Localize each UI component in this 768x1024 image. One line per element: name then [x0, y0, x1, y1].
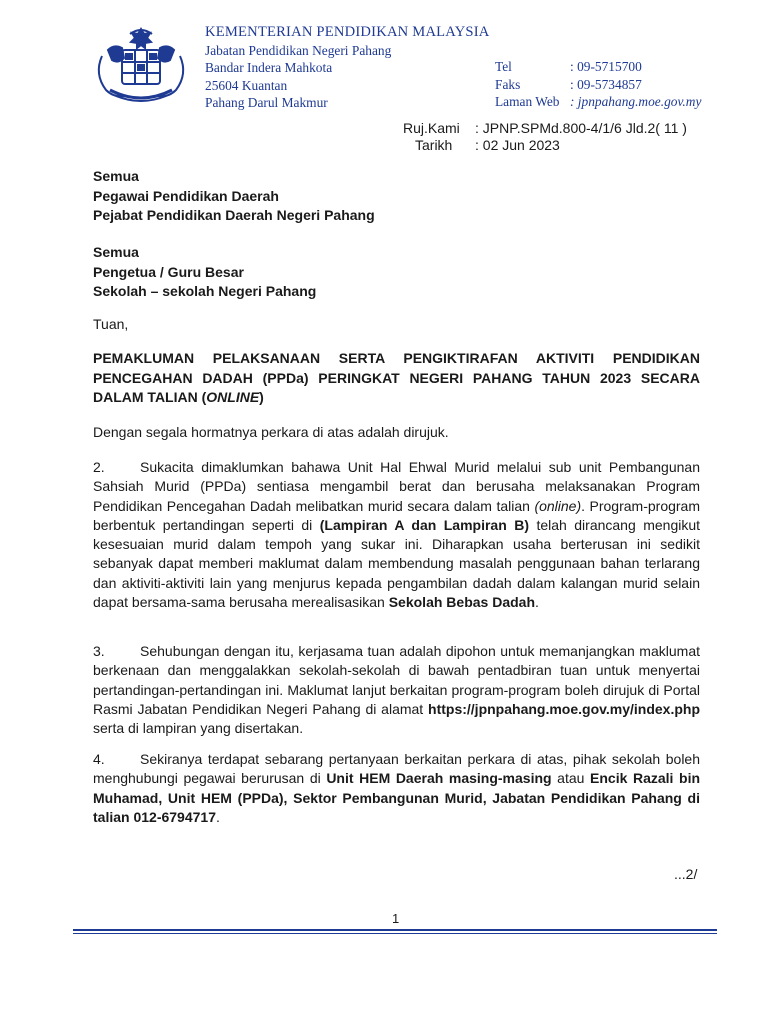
- p2-bold-2: Sekolah Bebas Dadah: [388, 594, 535, 611]
- address-line-3: Pahang Darul Makmur: [205, 95, 328, 111]
- salutation: Tuan,: [93, 316, 129, 332]
- subject-italic: ONLINE: [206, 389, 260, 405]
- date-label: Tarikh: [415, 137, 453, 153]
- page-number: 1: [392, 911, 400, 926]
- web-label: Laman Web: [495, 94, 560, 110]
- recipient-1-line-2: Pegawai Pendidikan Daerah: [93, 187, 279, 204]
- p2-italic: (online): [534, 497, 582, 514]
- fax-value: : 09-5734857: [570, 76, 642, 92]
- recipient-2-line-2: Pengetua / Guru Besar: [93, 263, 244, 280]
- p2-text-1: Sukacita dimaklumkan bahawa Unit Hal Ehwal Murid melalui sub unit Pembangunan Sahsiah Murid (PPDa) sentiasa mengambil berat dan berusaha melaksanakan Program Pendidikan Pencegahan Dadah melibatkan murid secara dalam talian: [93, 459, 700, 514]
- p2-text-4: .: [535, 594, 539, 611]
- recipient-2-line-3: Sekolah – sekolah Negeri Pahang: [93, 283, 317, 299]
- p3-text-2: serta di lampiran yang disertakan.: [93, 720, 304, 737]
- p3-link: https://jpnpahang.moe.gov.my/index.php: [428, 700, 700, 717]
- reference-block: [403, 120, 687, 154]
- footer-line: [73, 929, 717, 931]
- opening-line: Dengan segala hormatnya perkara di atas adalah dirujuk.: [93, 424, 449, 440]
- date-value: : 02 Jun 2023: [475, 137, 560, 153]
- contact-info: [495, 58, 701, 111]
- p4-text-2: atau: [551, 770, 591, 787]
- paragraph-4-number: 4.: [93, 751, 105, 767]
- page-continuation: ...2/: [674, 866, 698, 882]
- p4-text-1: Sekiranya terdapat sebarang pertanyaan berkaitan perkara di atas, pihak sekolah boleh menghubungi pegawai berurusan di: [93, 751, 700, 787]
- p2-text-2: . Program-program berbentuk pertandingan seperti di: [93, 497, 700, 533]
- address-line-2: 25604 Kuantan: [205, 77, 288, 93]
- fax-label: Faks: [495, 76, 521, 92]
- paragraph-3-number: 3.: [93, 643, 105, 659]
- p4-bold-2: Encik Razali bin Muhamad, Unit HEM (PPDa), Sektor Pembangunan Murid, Jabatan Pendidikan Pahang di talian 012-6794717: [93, 770, 701, 825]
- ref-value: : JPNP.SPMd.800-4/1/6 Jld.2( 11 ): [475, 120, 687, 136]
- recipient-block-1: [93, 167, 375, 226]
- subject-text: PEMAKLUMAN PELAKSANAAN SERTA PENGIKTIRAFAN AKTIVITI PENDIDIKAN PENCEGAHAN DADAH (PPDa) PERINGKAT NEGERI PAHANG TAHUN 2023 SECARA DALAM TALIAN (: [93, 350, 700, 405]
- letterhead: [205, 24, 490, 112]
- paragraph-3: [93, 642, 700, 738]
- recipient-block-2: [93, 243, 316, 302]
- ministry-name: KEMENTERIAN PENDIDIKAN MALAYSIA: [205, 24, 490, 40]
- department-name: Jabatan Pendidikan Negeri Pahang: [205, 42, 392, 58]
- paragraph-2: [93, 458, 700, 612]
- web-value: : jpnpahang.moe.gov.my: [570, 94, 702, 110]
- subject-close: ): [259, 389, 264, 405]
- address-line-1: Bandar Indera Mahkota: [205, 60, 333, 76]
- recipient-1-line-1: Semua: [93, 168, 139, 184]
- coat-of-arms-icon: [90, 26, 192, 106]
- p4-text-3: .: [215, 808, 220, 825]
- paragraph-2-number: 2.: [93, 459, 105, 475]
- recipient-1-line-3: Pejabat Pendidikan Daerah Negeri Pahang: [93, 207, 375, 223]
- ref-label: Ruj.Kami: [403, 120, 460, 136]
- footer-line-thin: [73, 933, 717, 934]
- recipient-2-line-1: Semua: [93, 244, 139, 260]
- paragraph-4: [93, 750, 700, 827]
- letter-subject: [93, 349, 700, 408]
- p2-bold-1: (Lampiran A dan Lampiran B): [319, 516, 529, 533]
- p3-text-1: Sehubungan dengan itu, kerjasama tuan adalah dipohon untuk memanjangkan maklumat berkenaan dan menggalakkan sekolah-sekolah di bawah pentadbiran tuan untuk menyertai pertandingan-pertandingan ini. Maklumat lanjut berkaitan program-program boleh dirujuk di Portal Rasmi Jabatan Pendidikan Negeri Pahang di alamat: [93, 643, 700, 717]
- tel-label: Tel: [495, 59, 512, 74]
- p2-text-3: telah dirancang mengikut kesesuaian murid dalam tempoh yang sukar ini. Diharapkan usaha berterusan ini sedikit sebanyak dapat memberi maklumat dalam membendung masalah penggunaan bahan terlarang dan aktiviti-aktiviti lain yang menjurus kepada pengambilan dadah dalam kalangan murid selain dapat bersama-sama berusaha merealisasikan: [93, 516, 701, 611]
- p4-bold-1: Unit HEM Daerah masing-masing: [326, 770, 552, 787]
- tel-value: : 09-5715700: [570, 59, 642, 74]
